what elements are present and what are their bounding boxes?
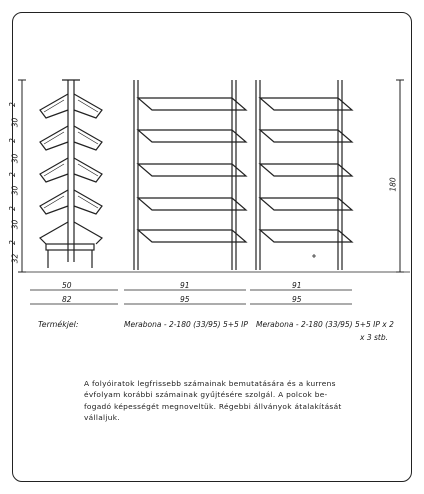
caption-line-2: évfolyam korábbi számainak gyűjtésére szolgál. A polcok be- bbox=[84, 390, 328, 400]
caption-line-1: A folyóiratok legfrissebb számainak bemutatására és a kurrens bbox=[84, 379, 336, 388]
dim-left-7: 2 bbox=[7, 206, 17, 211]
product-label: Termékjel: bbox=[38, 320, 79, 329]
dim-left-1: 2 bbox=[7, 102, 17, 107]
caption-line-4: vállaljuk. bbox=[84, 413, 120, 423]
dim-width-c-bottom: 95 bbox=[292, 295, 302, 304]
dim-left-8: 30 bbox=[10, 219, 20, 230]
dim-left-10: 32 bbox=[10, 253, 20, 264]
dim-width-a-top: 50 bbox=[62, 281, 72, 290]
front-view-single bbox=[134, 80, 246, 270]
model-label-2-suffix: x 3 stb. bbox=[360, 333, 388, 342]
dim-left-6: 30 bbox=[10, 185, 20, 196]
caption-line-3: fogadó képességét megnoveltük. Régebbi állványok átalakítását bbox=[84, 401, 342, 411]
dim-width-b-top: 91 bbox=[180, 281, 190, 290]
right-dimension-line bbox=[396, 80, 404, 272]
dim-left-4: 30 bbox=[10, 153, 20, 164]
dim-width-a-bottom: 82 bbox=[62, 295, 72, 304]
side-view-shelves bbox=[40, 94, 102, 244]
dim-left-3: 2 bbox=[7, 138, 17, 143]
front-view-double bbox=[256, 80, 352, 270]
dim-width-b-bottom: 95 bbox=[180, 295, 190, 304]
dim-width-c-top: 91 bbox=[292, 281, 302, 290]
left-dimension-line bbox=[18, 80, 26, 272]
dim-left-2: 30 bbox=[10, 117, 20, 128]
dim-left-5: 2 bbox=[7, 172, 17, 177]
caption-text bbox=[84, 378, 374, 424]
dim-left-9: 2 bbox=[7, 240, 17, 245]
model-label-2: Merabona - 2-180 (33/95) 5+5 IP x 2 bbox=[256, 320, 394, 329]
dim-right-total: 180 bbox=[388, 177, 398, 192]
center-mark bbox=[312, 254, 316, 258]
side-view-unit bbox=[40, 80, 102, 268]
width-dimension-lines bbox=[30, 290, 352, 304]
model-label-1: Merabona - 2-180 (33/95) 5+5 IP bbox=[124, 320, 248, 329]
